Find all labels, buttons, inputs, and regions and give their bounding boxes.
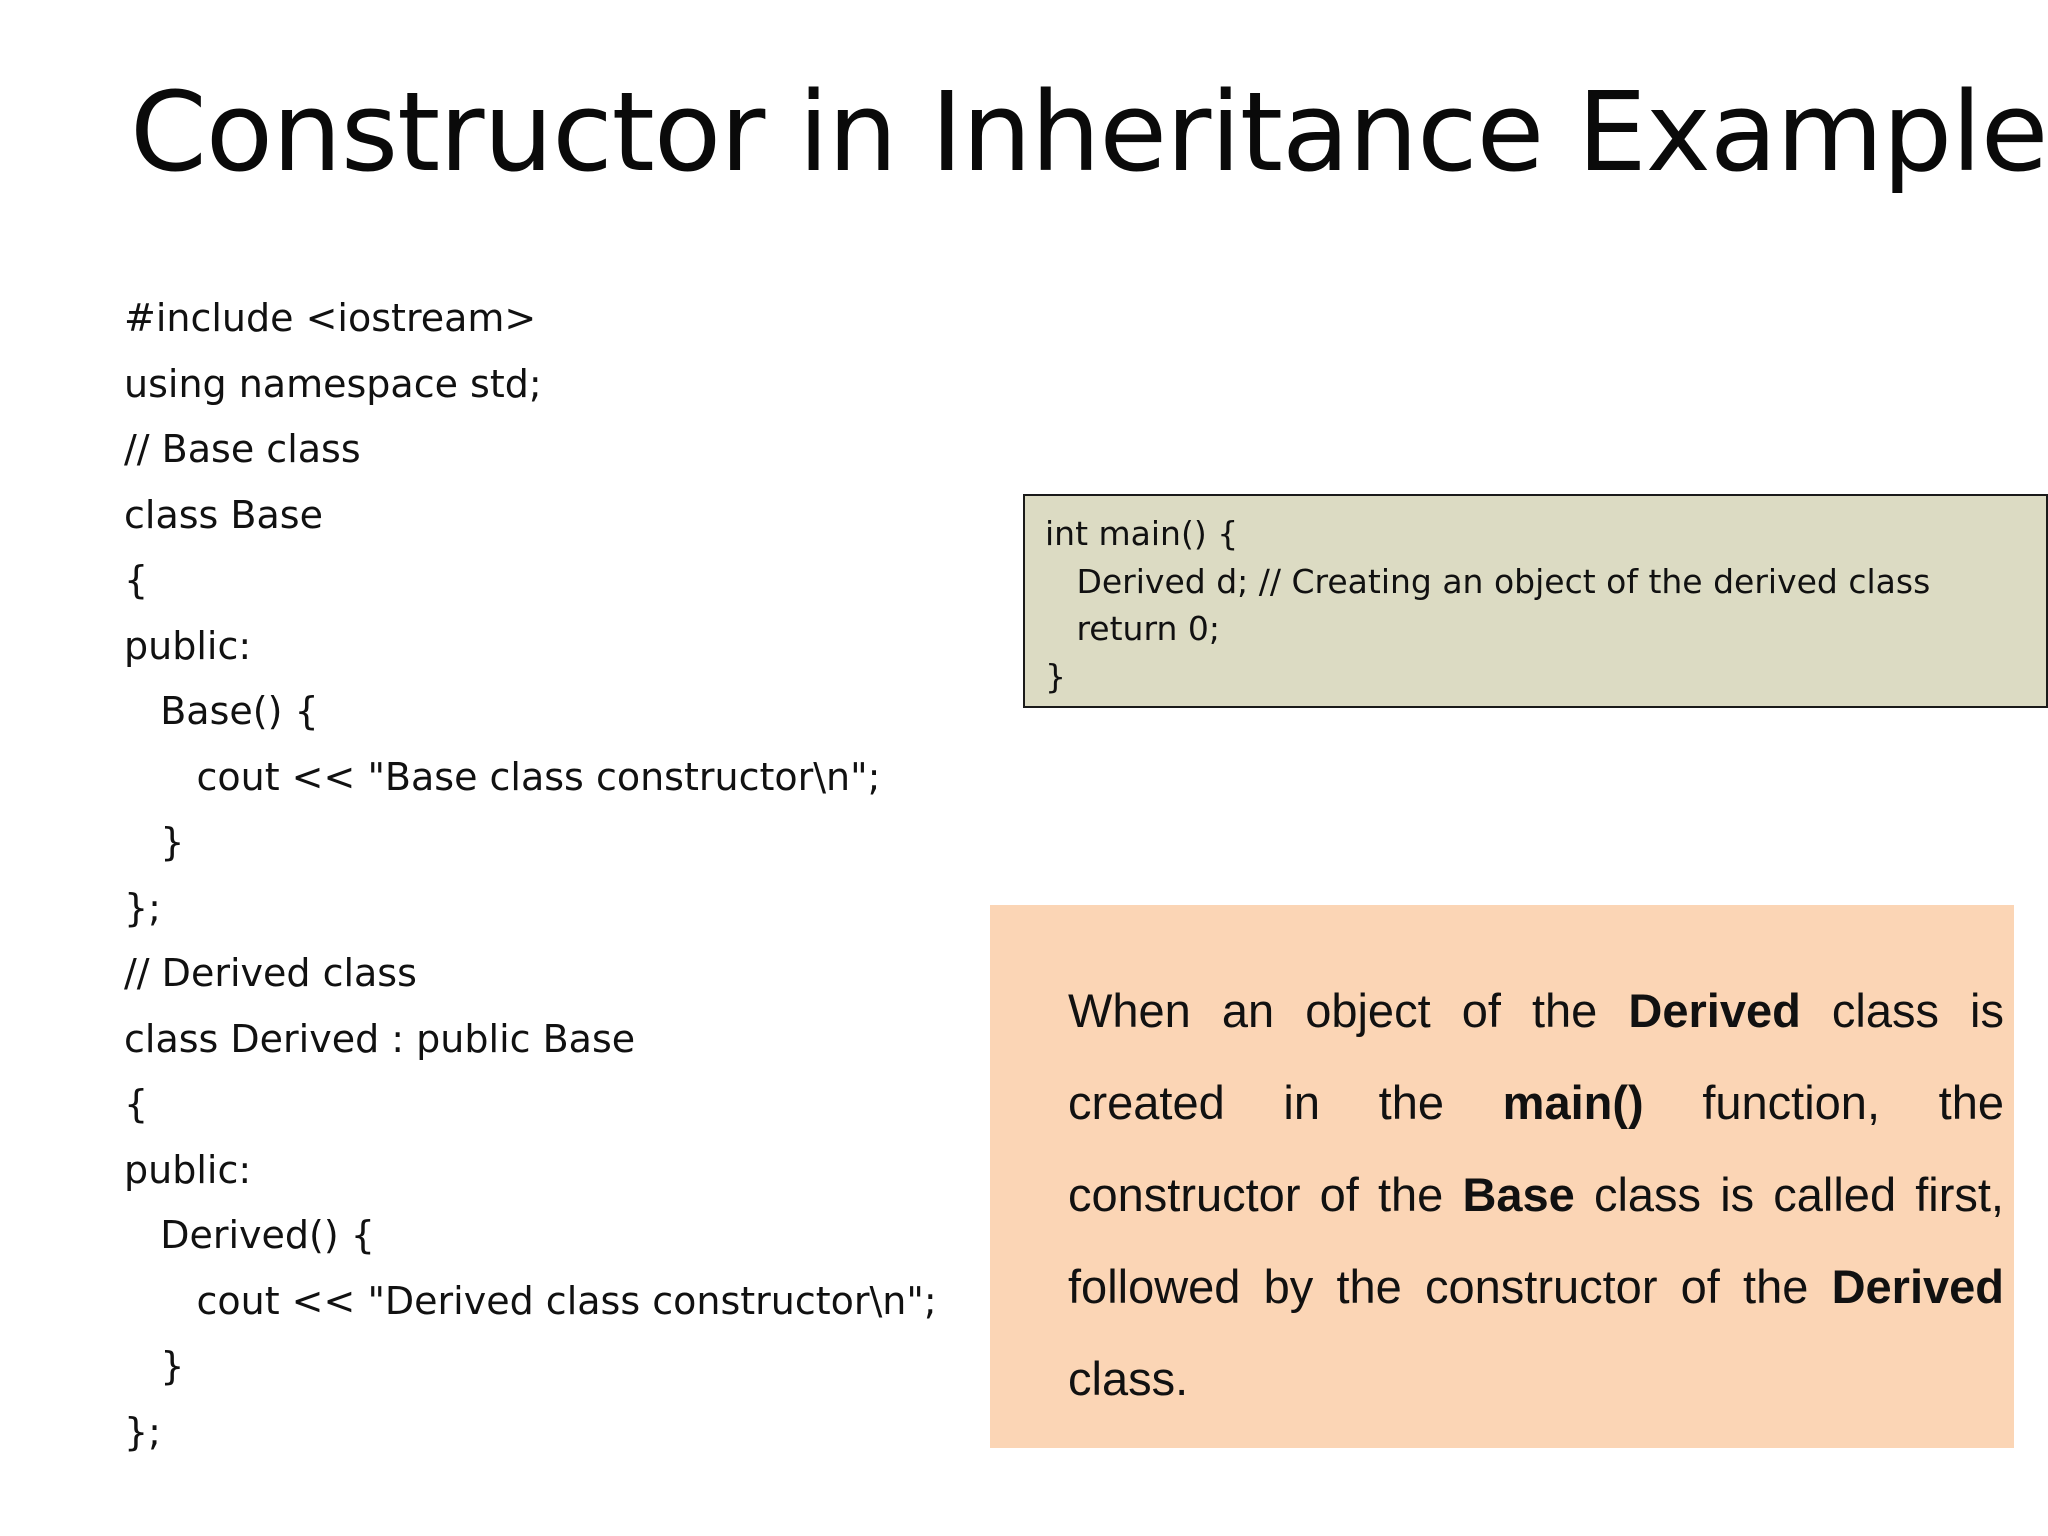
code-line: {: [124, 1082, 149, 1126]
main-code-line: return 0;: [1045, 609, 1220, 648]
explanation-text: [1068, 965, 2004, 1425]
code-line: }: [124, 1344, 185, 1388]
explanation-text-part: class is created in the: [1068, 984, 2004, 1129]
code-line: class Derived : public Base: [124, 1016, 636, 1061]
code-line: // Derived class: [124, 951, 417, 995]
code-line: public:: [124, 623, 252, 668]
explanation-text-part: class is called first, followed by the constructor of the: [1068, 1168, 2004, 1313]
code-line: {: [124, 558, 149, 602]
explanation-text-part: function, the constructor of the: [1068, 1076, 2004, 1221]
explanation-bold-term: Base: [1462, 1168, 1575, 1221]
code-line: cout << "Derived class constructor\n";: [124, 1278, 937, 1323]
code-listing: [124, 286, 937, 1465]
code-line: #include <iostream>: [124, 296, 537, 340]
code-line: };: [124, 1409, 161, 1454]
explanation-bold-term: Derived: [1628, 984, 1801, 1037]
code-line: Derived() {: [124, 1213, 375, 1257]
code-line: Base() {: [124, 689, 319, 733]
main-function-box: [1023, 494, 2048, 708]
code-line: }: [124, 820, 185, 864]
main-code-line: }: [1045, 656, 1066, 696]
explanation-text-part: When an object of the: [1068, 984, 1629, 1037]
main-code-line: Derived d; // Creating an object of the derived class: [1045, 561, 1931, 601]
explanation-box: [990, 905, 2014, 1448]
main-code-line: int main() {: [1045, 514, 1239, 553]
code-line: };: [124, 885, 161, 930]
code-line: // Base class: [124, 427, 361, 471]
explanation-bold-term: Derived: [1831, 1260, 2004, 1313]
slide-title: Constructor in Inheritance Example: [130, 68, 2048, 196]
code-line: public:: [124, 1147, 252, 1192]
explanation-text-part: class.: [1068, 1352, 1189, 1405]
code-line: cout << "Base class constructor\n";: [124, 754, 881, 799]
code-line: using namespace std;: [124, 361, 542, 406]
code-line: class Base: [124, 492, 323, 537]
explanation-bold-term: main(): [1502, 1076, 1644, 1129]
